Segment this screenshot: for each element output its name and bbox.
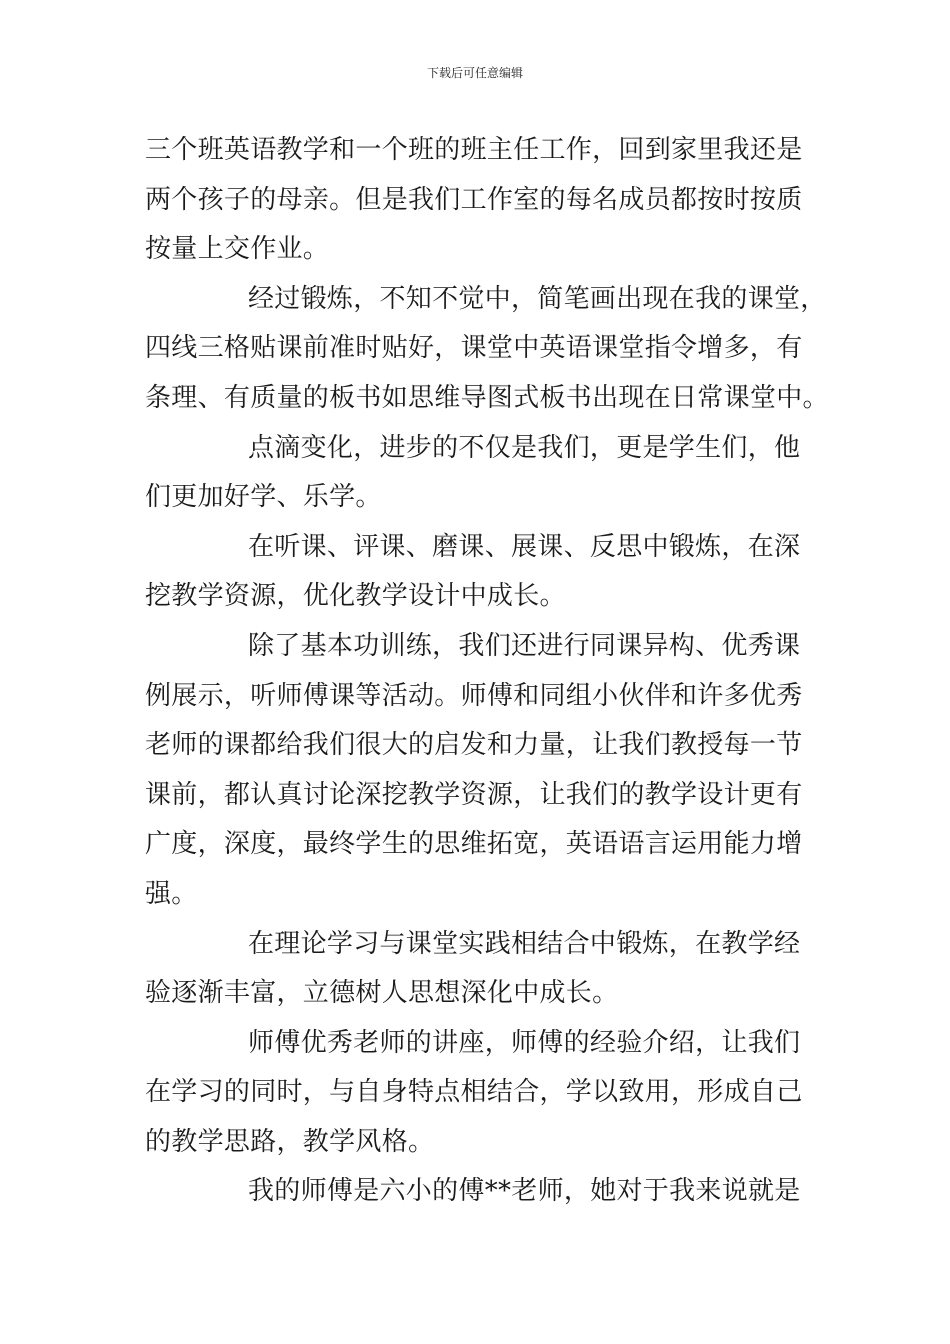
document-body: [145, 126, 829, 1217]
text-line: 的教学思路，教学风格。: [145, 1126, 435, 1157]
text-line: 按量上交作业。: [145, 234, 330, 265]
text-line: 我的师傅是六小的傅**老师，她对于我来说就是: [248, 1176, 801, 1207]
text-line: 师傅优秀老师的讲座，师傅的经验介绍，让我们: [248, 1027, 801, 1058]
text-line: 两个孩子的母亲。但是我们工作室的每名成员都按时按质: [145, 184, 803, 215]
text-line: 三个班英语教学和一个班的班主任工作，回到家里我还是: [145, 135, 803, 165]
paragraph: [145, 622, 815, 920]
text-line: 在理论学习与课堂实践相结合中锻炼，在教学经: [248, 928, 801, 959]
text-line: 课前，都认真讨论深挖教学资源，让我们的教学设计更有: [145, 779, 803, 810]
text-line: 广度，深度，最终学生的思维拓宽，英语语言运用能力增: [145, 829, 803, 860]
text-line: 老师的课都给我们很大的启发和力量，让我们教授每一节: [145, 730, 803, 761]
text-line: 条理、有质量的板书如思维导图式板书出现在日常课堂中。: [145, 382, 829, 413]
paragraph: [145, 523, 815, 622]
page-header: 下载后可任意编辑: [426, 66, 523, 80]
paragraph: [145, 424, 815, 523]
paragraph: [145, 1019, 815, 1168]
text-line: 点滴变化，进步的不仅是我们，更是学生们，他: [248, 432, 801, 463]
text-line: 们更加好学、乐学。: [145, 482, 382, 513]
paragraph: [145, 275, 829, 424]
paragraph: [145, 920, 815, 1019]
text-line: 在学习的同时，与自身特点相结合，学以致用，形成自己: [145, 1077, 803, 1108]
text-line: 在听课、评课、磨课、展课、反思中锻炼，在深: [248, 531, 801, 562]
text-line: 经过锻炼，不知不觉中，简笔画出现在我的课堂，: [248, 283, 827, 314]
text-line: 验逐渐丰富，立德树人思想深化中成长。: [145, 978, 619, 1009]
text-line: 挖教学资源，优化教学设计中成长。: [145, 581, 566, 612]
text-line: 四线三格贴课前准时贴好，课堂中英语课堂指令增多，有: [145, 333, 803, 364]
paragraph: [145, 1167, 815, 1217]
paragraph: [145, 126, 815, 275]
text-line: 强。: [145, 878, 198, 909]
text-line: 例展示，听师傅课等活动。师傅和同组小伙伴和许多优秀: [145, 680, 803, 711]
text-line: 除了基本功训练，我们还进行同课异构、优秀课: [248, 630, 801, 661]
